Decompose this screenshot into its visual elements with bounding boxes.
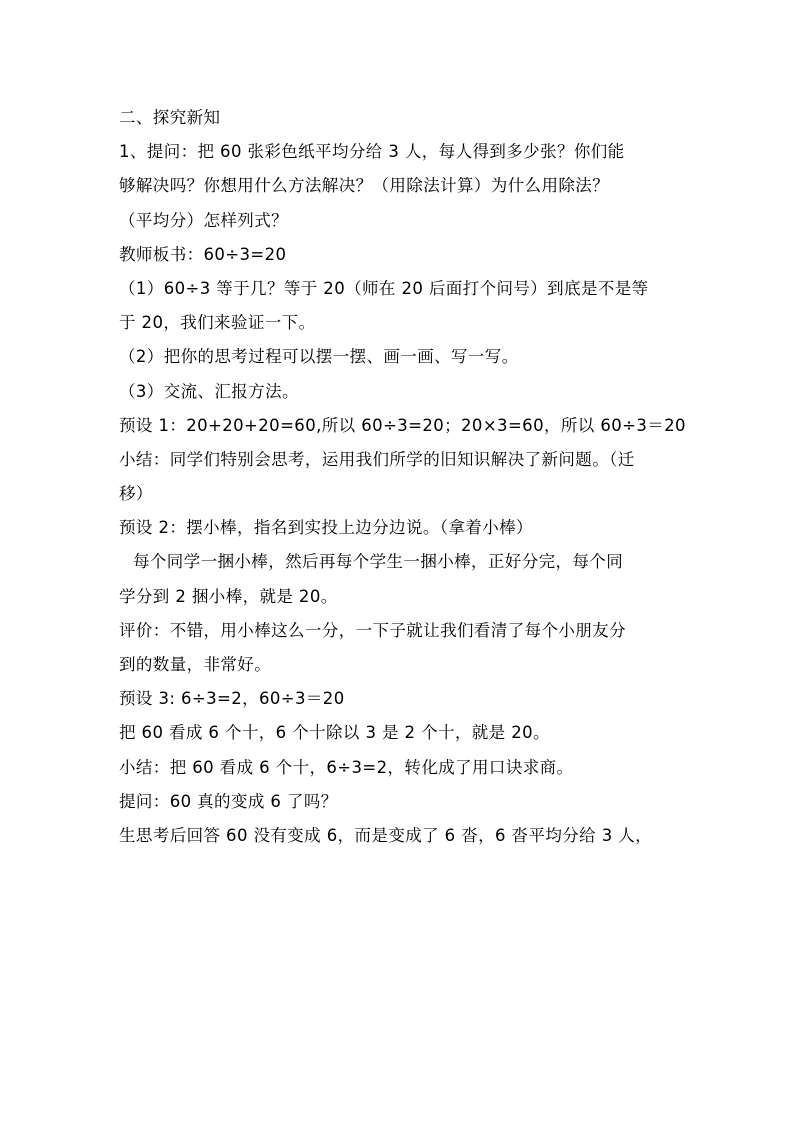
text-line: （3）交流、汇报方法。 bbox=[119, 381, 299, 401]
text-line: 于 20，我们来验证一下。 bbox=[119, 313, 316, 333]
text-line: 移） bbox=[119, 484, 153, 504]
text-line: 把 60 看成 6 个十，6 个十除以 3 是 2 个十，就是 20。 bbox=[119, 723, 550, 743]
text-line: （2）把你的思考过程可以摆一摆、画一画、写一写。 bbox=[119, 347, 519, 367]
text-line: 提问：60 真的变成 6 了吗？ bbox=[119, 791, 338, 811]
text-line: 1、提问：把 60 张彩色纸平均分给 3 人，每人得到多少张？你们能 bbox=[119, 142, 625, 162]
text-line: 小结：同学们特别会思考，运用我们所学的旧知识解决了新问题。（迁 bbox=[119, 449, 635, 469]
text-line: 生思考后回答 60 没有变成 6，而是变成了 6 沓，6 沓平均分给 3 人， bbox=[119, 825, 653, 845]
text-line: 预设 1：20+20+20=60,所以 60÷3=20；20×3=60，所以 60÷3＝20 bbox=[119, 415, 686, 435]
text-line: 教师板书：60÷3=20 bbox=[119, 244, 287, 264]
text-line: 学分到 2 捆小棒，就是 20。 bbox=[119, 586, 338, 606]
section-heading: 二、探究新知 bbox=[119, 108, 221, 127]
text-line: 预设 3: 6÷3=2，60÷3＝20 bbox=[119, 689, 345, 709]
text-line: （1）60÷3 等于几？等于 20（师在 20 后面打个问号）到底是不是等 bbox=[119, 278, 649, 298]
text-line: 小结：把 60 看成 6 个十，6÷3=2，转化成了用口诀求商。 bbox=[119, 757, 574, 777]
document-body bbox=[119, 101, 686, 853]
text-line: 评价：不错，用小棒这么一分，一下子就让我们看清了每个小朋友分 bbox=[119, 620, 626, 640]
text-line: 每个同学一捆小棒，然后再每个学生一捆小棒，正好分完，每个同 bbox=[133, 552, 624, 572]
text-line: 够解决吗？你想用什么方法解决？（用除法计算）为什么用除法？ bbox=[119, 176, 610, 196]
text-line: 到的数量，非常好。 bbox=[119, 655, 272, 674]
text-line: （平均分）怎样列式？ bbox=[119, 210, 288, 230]
text-line: 预设 2：摆小棒，指名到实投上边分边说。（拿着小棒） bbox=[119, 518, 533, 538]
